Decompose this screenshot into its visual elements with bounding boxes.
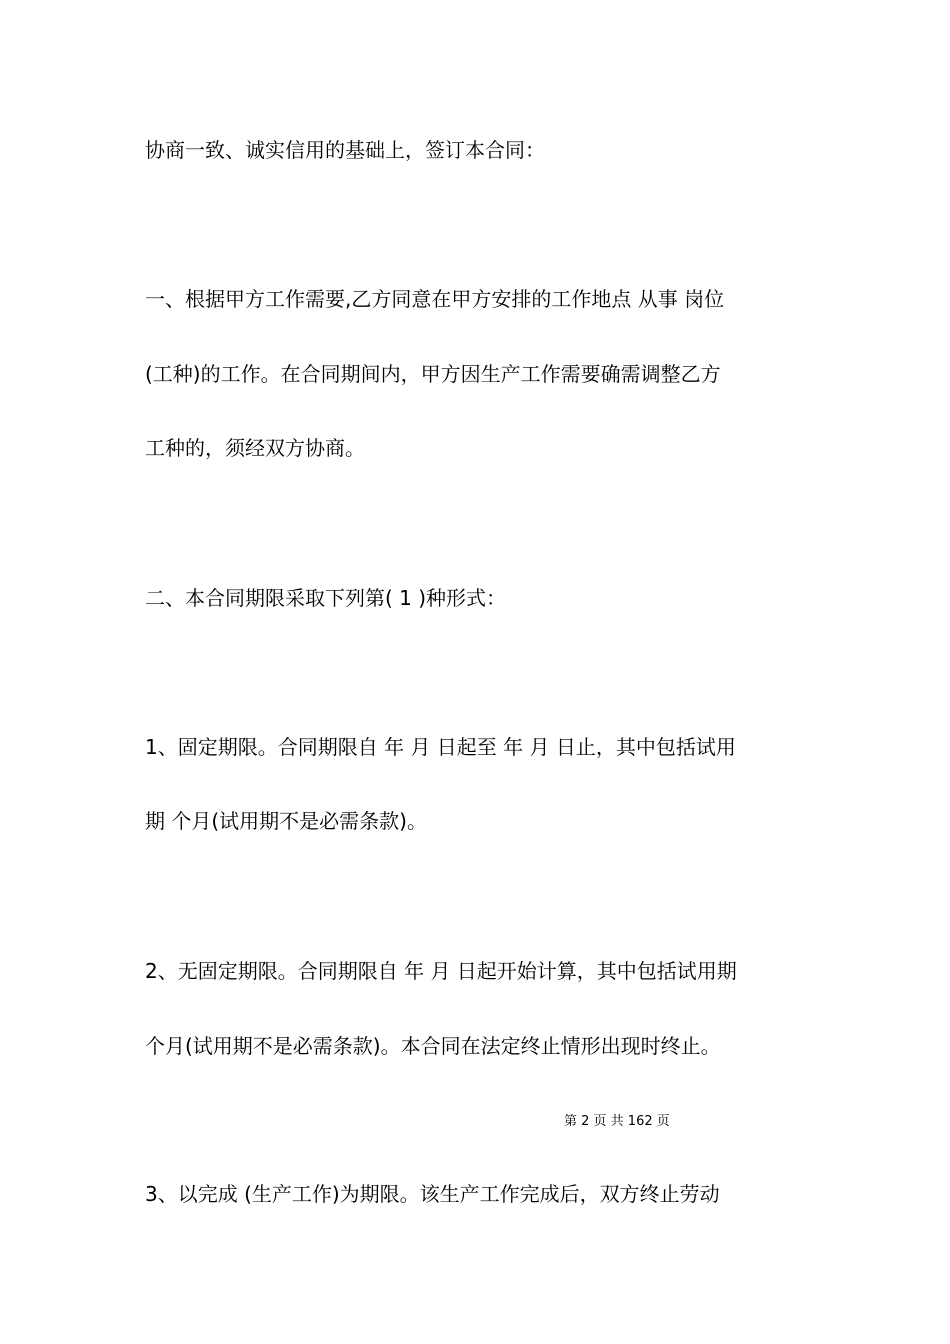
text-line-10: 3、以完成 (生产工作)为期限。该生产工作完成后，双方终止劳动 [145, 1182, 720, 1206]
page-number-footer: 第 2 页 共 162 页 [564, 1114, 670, 1129]
text-line-5: 二、本合同期限采取下列第( 1 )种形式： [145, 586, 507, 610]
text-line-7: 期 个月(试用期不是必需条款)。 [145, 809, 427, 833]
text-line-8: 2、无固定期限。合同期限自 年 月 日起开始计算，其中包括试用期 [145, 959, 737, 983]
text-line-2: 一、根据甲方工作需要,乙方同意在甲方安排的工作地点 从事 岗位 [145, 287, 725, 311]
text-line-1: 协商一致、诚实信用的基础上，签订本合同： [145, 138, 545, 162]
text-line-4: 工种的，须经双方协商。 [145, 436, 365, 460]
text-line-6: 1、固定期限。合同期限自 年 月 日起至 年 月 日止，其中包括试用 [145, 735, 736, 759]
text-line-3: (工种)的工作。在合同期间内，甲方因生产工作需要确需调整乙方 [145, 362, 721, 386]
text-line-9: 个月(试用期不是必需条款)。本合同在法定终止情形出现时终止。 [145, 1034, 721, 1058]
